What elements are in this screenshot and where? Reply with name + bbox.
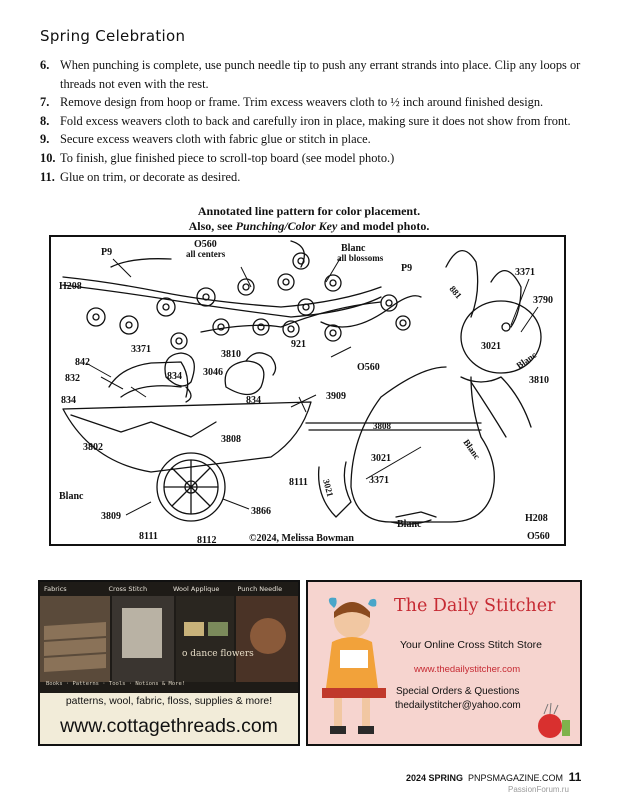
caption-line-2: Also, see Punching/Color Key and model photo. xyxy=(188,219,430,233)
pincushion-icon xyxy=(530,702,576,742)
step-text: Remove design from hoop or frame. Trim excess weavers cloth to ½ inch around finished design. xyxy=(60,95,544,110)
copyright: ©2024, Melissa Bowman xyxy=(249,533,354,544)
label-834: 834 xyxy=(167,371,182,382)
ad-website-link[interactable]: www.thedailystitcher.com xyxy=(414,664,521,675)
label-h208: H208 xyxy=(59,281,82,292)
list-item xyxy=(40,93,585,112)
step-number: 8. xyxy=(40,113,50,128)
label-834: 834 xyxy=(246,395,261,406)
label-3808: 3808 xyxy=(373,421,391,431)
step-text: Fold excess weavers cloth to back and carefully iron in place, making sure it does not show from front. xyxy=(60,113,571,128)
step-number: 11. xyxy=(40,169,55,184)
label-p9: P9 xyxy=(101,247,113,258)
list-item xyxy=(40,168,585,187)
label-o560: O560 xyxy=(357,362,380,373)
label-o560: O560 xyxy=(527,531,550,542)
ad-contact-heading: Special Orders & Questions xyxy=(396,686,520,697)
step-number: 10. xyxy=(40,150,56,165)
ad-category-footer: Books · Patterns · Tools · Notions & More! xyxy=(46,681,186,687)
label-3371: 3371 xyxy=(131,344,151,355)
rabbit xyxy=(319,251,541,524)
blossoms xyxy=(87,253,413,349)
label-3021: 3021 xyxy=(371,453,391,464)
label-3021: 3021 xyxy=(481,341,501,352)
ad-slogan: patterns, wool, fabric, floss, supplies & more! xyxy=(40,693,298,711)
list-item xyxy=(40,149,585,168)
label-3046: 3046 xyxy=(203,367,223,378)
ad-website-link[interactable]: www.cottagethreads.com xyxy=(40,711,298,744)
stitched-words: o dance flowers xyxy=(182,649,254,659)
step-number: 9. xyxy=(40,132,50,147)
label-blanc: Blanc xyxy=(461,437,483,462)
label-3021: 3021 xyxy=(321,477,336,498)
page-title: Spring Celebration xyxy=(40,27,186,45)
fabric-photo xyxy=(40,596,298,682)
label-3802: 3802 xyxy=(83,442,103,453)
list-item xyxy=(40,130,585,149)
watermark: PassionForum.ru xyxy=(508,785,569,794)
label-h208: H208 xyxy=(525,513,548,524)
label-881: 881 xyxy=(447,283,464,301)
label-all-blossoms: all blossoms xyxy=(337,253,384,263)
stitching-girl-illustration xyxy=(312,592,392,740)
label-3810: 3810 xyxy=(221,349,241,360)
cart-body xyxy=(63,402,311,472)
label-842: 842 xyxy=(75,357,90,368)
ad-title: The Daily Stitcher xyxy=(394,596,556,616)
step-text: Secure excess weavers cloth with fabric glue or stitch in place. xyxy=(60,132,371,147)
line-pattern-drawing xyxy=(51,237,564,544)
label-o560: O560 xyxy=(194,239,217,250)
ad-tab: Fabrics xyxy=(44,585,67,593)
ad-email-link[interactable]: thedailystitcher@yahoo.com xyxy=(395,700,521,711)
ad-subtitle: Your Online Cross Stitch Store xyxy=(400,639,543,651)
step-text: Glue on trim, or decorate as desired. xyxy=(60,169,241,184)
label-921: 921 xyxy=(291,339,306,350)
label-8111: 8111 xyxy=(289,477,308,488)
page-number: 11 xyxy=(568,770,582,784)
label-832: 832 xyxy=(65,373,80,384)
label-3909: 3909 xyxy=(326,391,346,402)
page-footer xyxy=(406,770,581,784)
label-834: 834 xyxy=(61,395,76,406)
line-pattern xyxy=(49,235,566,546)
ad-tab: Cross Stitch xyxy=(108,585,148,593)
step-text: When punching is complete, use punch needle tip to push any errant strands into place. Clip any loops or threads not even with the rest. xyxy=(60,58,581,91)
step-number: 7. xyxy=(40,95,50,110)
label-p9: P9 xyxy=(401,263,413,274)
label-8112: 8112 xyxy=(197,535,217,544)
label-blanc: Blanc xyxy=(397,519,422,530)
instruction-list xyxy=(40,56,585,186)
step-number: 6. xyxy=(40,58,50,72)
step-text: To finish, glue finished piece to scroll-top board (see model photo.) xyxy=(60,150,395,165)
ad-tab: Wool Applique xyxy=(173,585,220,593)
label-3809: 3809 xyxy=(101,511,121,522)
caption-line-1: Annotated line pattern for color placement. xyxy=(197,204,421,218)
label-all-centers: all centers xyxy=(186,249,226,259)
footer-issue: 2024 SPRING xyxy=(406,773,464,783)
daily-stitcher-ad[interactable] xyxy=(306,580,582,746)
label-8111: 8111 xyxy=(139,531,158,542)
list-item xyxy=(40,56,585,93)
label-blanc: Blanc xyxy=(59,491,84,502)
list-item xyxy=(40,112,585,131)
footer-site: PNPSMAGAZINE.COM xyxy=(468,773,564,783)
label-3790: 3790 xyxy=(533,295,553,306)
label-3371: 3371 xyxy=(515,267,535,278)
pattern-caption xyxy=(0,204,618,234)
label-blanc: Blanc xyxy=(341,243,366,254)
label-blanc: Blanc xyxy=(514,349,539,371)
label-3810: 3810 xyxy=(529,375,549,386)
ad-category-tabs xyxy=(40,582,298,596)
label-3808: 3808 xyxy=(221,434,241,445)
label-3866: 3866 xyxy=(251,506,271,517)
label-3371: 3371 xyxy=(369,475,389,486)
ad-tab: Punch Needle xyxy=(237,585,283,593)
cottage-threads-ad[interactable] xyxy=(38,580,300,746)
